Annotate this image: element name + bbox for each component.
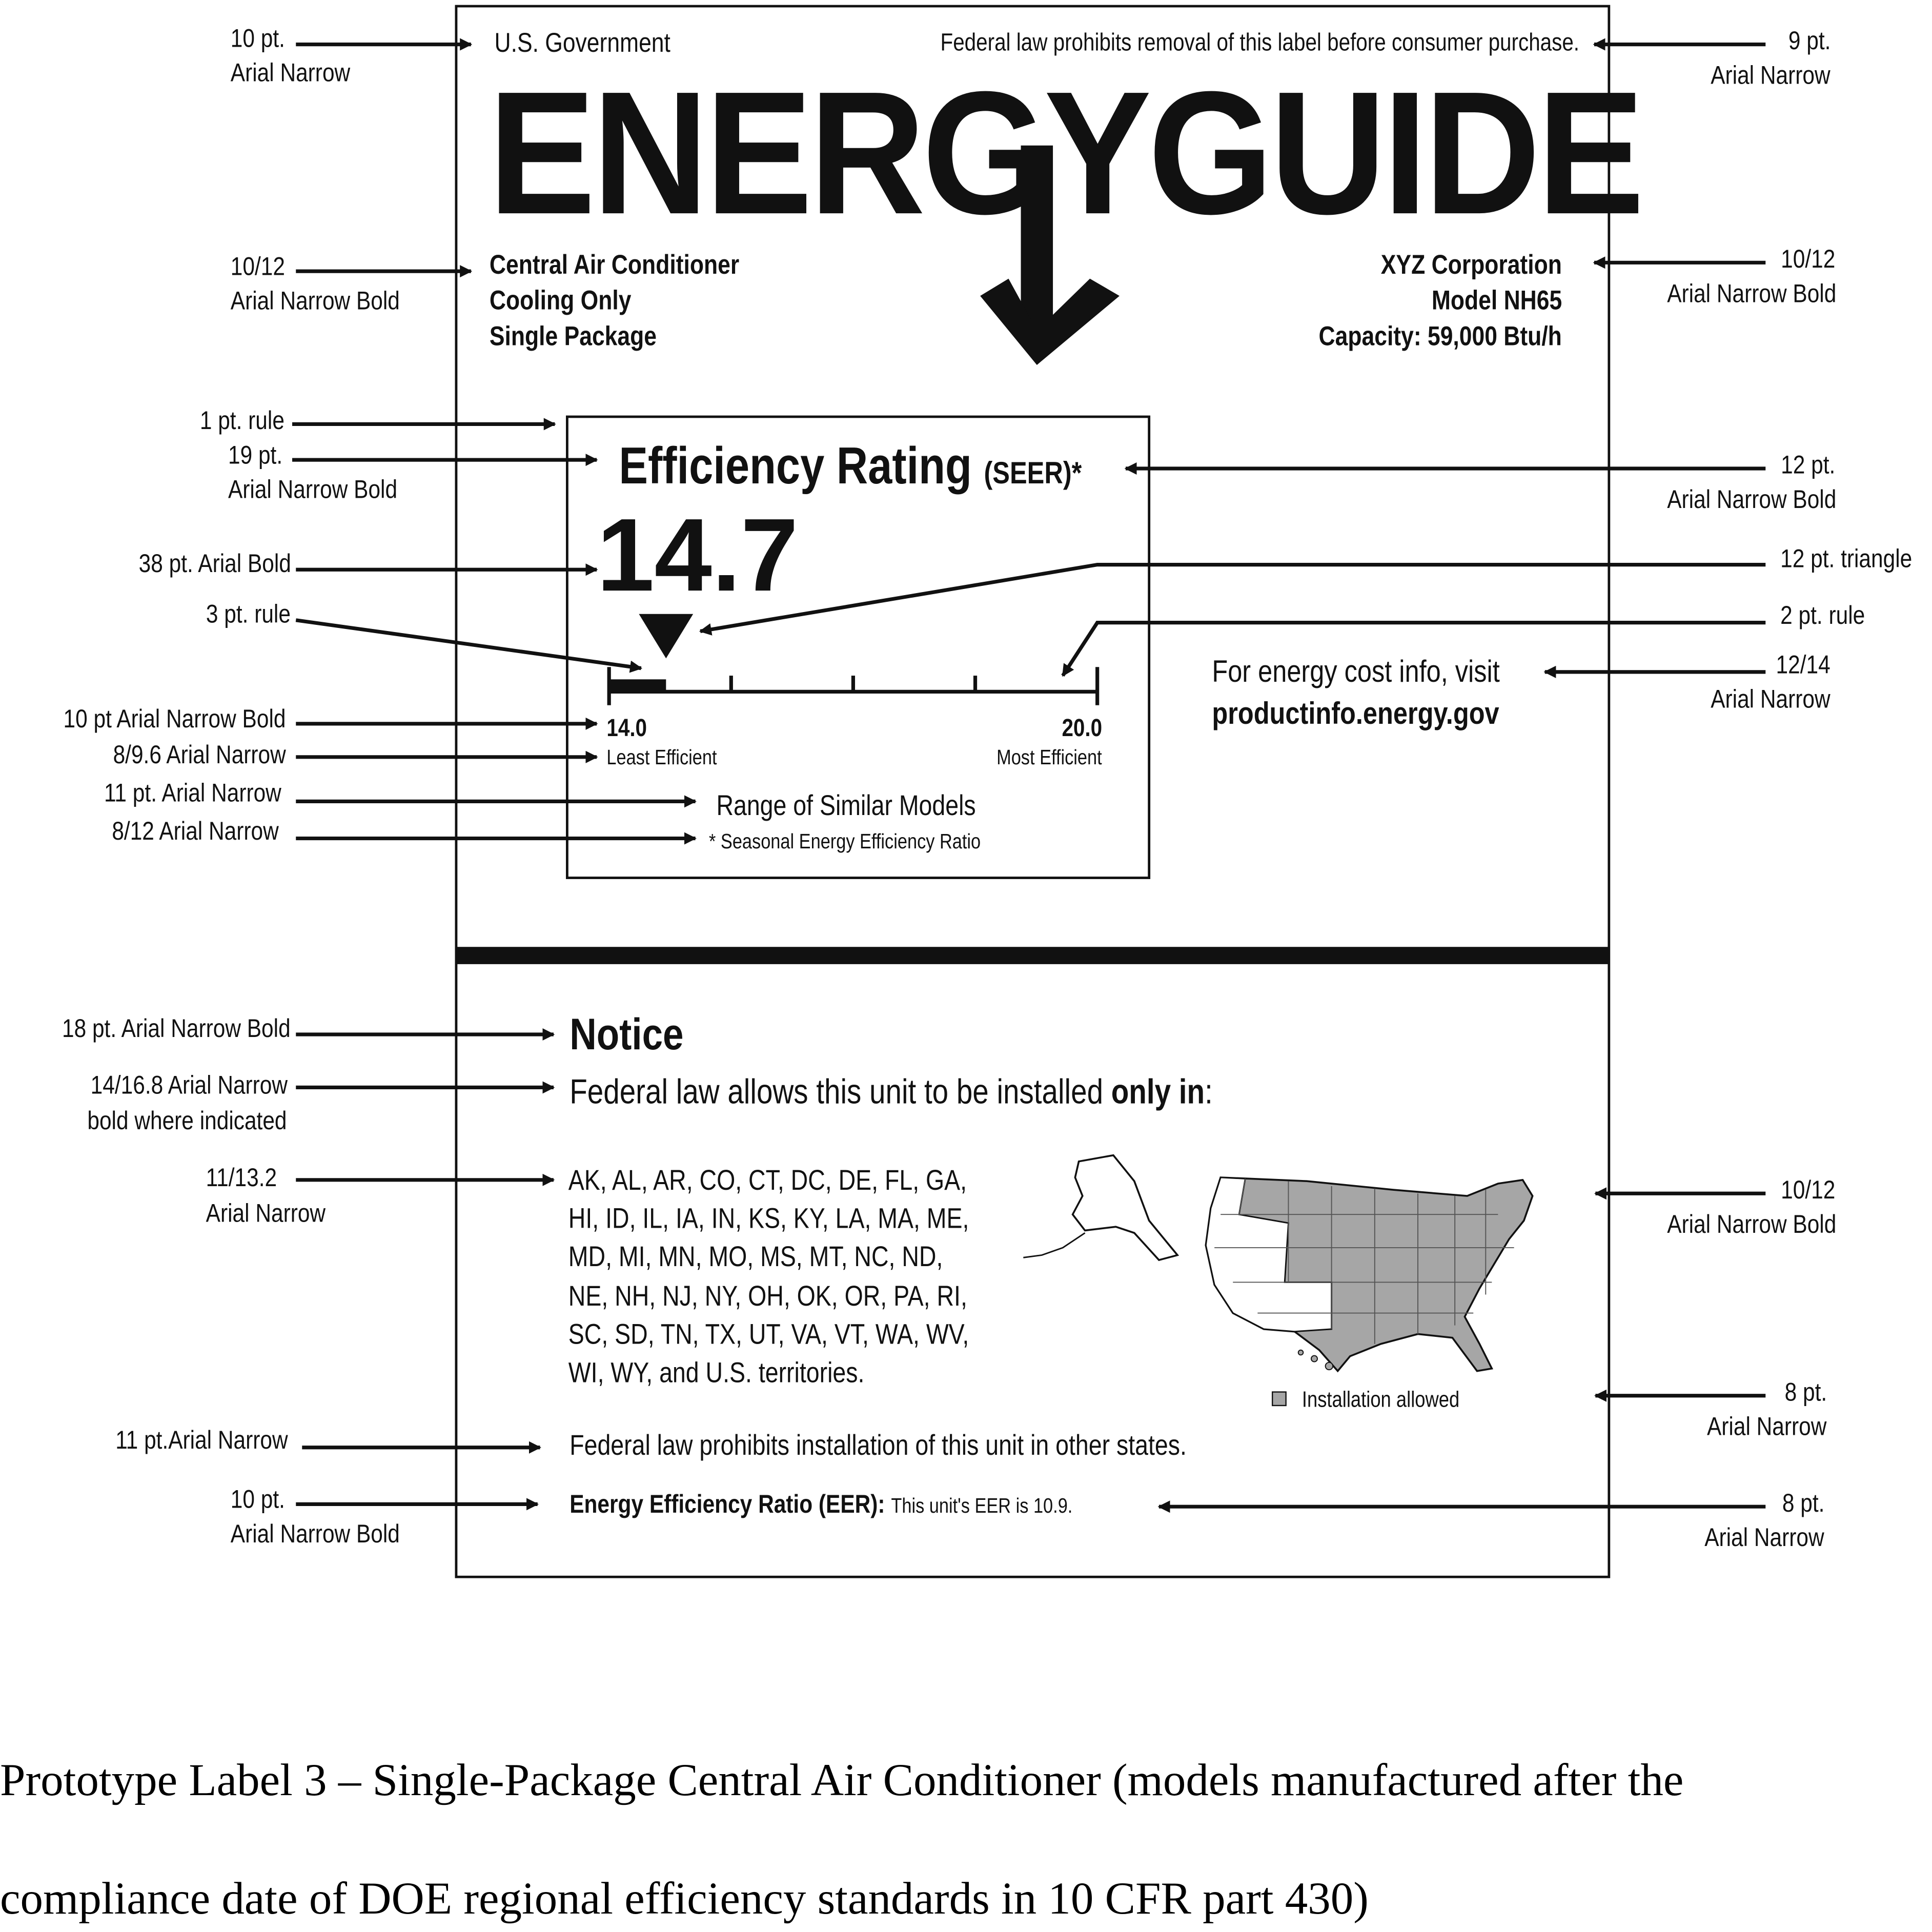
manufacturer-line: XYZ Corporation	[1381, 249, 1562, 280]
scale-min-label: Least Efficient	[606, 746, 717, 769]
product-line: Single Package	[489, 320, 657, 352]
annotation-range-rule: 3 pt. rule	[206, 600, 291, 629]
annotation-triangle: 12 pt. triangle	[1780, 545, 1913, 574]
notice-intro: Federal law allows this unit to be installed only in:	[570, 1072, 1213, 1111]
scale-max-label: Most Efficient	[996, 746, 1103, 769]
energyguide-title: ENERGYGUIDE	[488, 55, 1641, 252]
rating-indicator-triangle	[639, 614, 693, 659]
annotation-map-font: 10/12 Arial Narrow Bold	[1666, 1176, 1836, 1239]
scale-min-value: 14.0	[606, 715, 647, 742]
product-line: Central Air Conditioner	[489, 249, 740, 280]
annotation-notice-intro-font: 14/16.8 Arial Narrow bold where indicated	[88, 1071, 288, 1136]
states-line: SC, SD, TN, TX, UT, VA, VT, WA, WV,	[568, 1317, 969, 1350]
annotation-notice-font: 18 pt. Arial Narrow Bold	[62, 1014, 291, 1043]
product-type-block	[490, 247, 787, 354]
prohibit-text: Federal law prohibits installation of this unit in other states.	[570, 1429, 1187, 1461]
us-installation-map	[1023, 1155, 1532, 1406]
states-line: AK, AL, AR, CO, CT, DC, DE, FL, GA,	[568, 1164, 967, 1196]
annotation-eer-label-font: 10 pt. Arial Narrow Bold	[230, 1486, 400, 1549]
efficiency-rating-value: 14.7	[597, 497, 799, 613]
manufacturer-line: Capacity: 59,000 Btu/h	[1319, 320, 1562, 352]
efficiency-scale	[608, 614, 1099, 705]
annotation-product-font: 10/12 Arial Narrow Bold	[230, 253, 400, 316]
figure-caption-line1: Prototype Label 3 – Single-Package Central Air Conditioner (models manufactured after the	[0, 1756, 1684, 1806]
annotation-rating-unit-font: 12 pt. Arial Narrow Bold	[1666, 451, 1836, 514]
annotation-prohibit-font: 11 pt.Arial Narrow	[116, 1426, 289, 1455]
manufacturer-line: Model NH65	[1432, 284, 1562, 316]
rating-unit: (SEER)*	[984, 456, 1082, 491]
figure-caption-line2: compliance date of DOE regional efficiency standards in 10 CFR part 430)	[0, 1874, 1369, 1925]
annotation-header-left-font: 10 pt. Arial Narrow	[230, 25, 351, 88]
annotation-cost-info-font: 12/14 Arial Narrow	[1711, 650, 1831, 714]
states-line: WI, WY, and U.S. territories.	[568, 1356, 865, 1389]
map-legend-label: Installation allowed	[1301, 1387, 1460, 1412]
annotation-scale-number-font: 10 pt Arial Narrow Bold	[64, 705, 287, 734]
annotation-header-right-font: 9 pt. Arial Narrow	[1711, 27, 1831, 90]
rating-range-bar	[609, 679, 666, 692]
map-legend-swatch	[1272, 1392, 1286, 1406]
notice-title: Notice	[570, 1008, 684, 1060]
annotation-eer-text-font: 8 pt. Arial Narrow	[1705, 1489, 1825, 1553]
cost-info-line: For energy cost info, visit	[1212, 655, 1500, 689]
scale-caption: Range of Similar Models	[716, 789, 976, 821]
annotation-scale-label-font: 8/9.6 Arial Narrow	[113, 741, 287, 769]
header-right: Federal law prohibits removal of this label before consumer purchase.	[940, 29, 1580, 57]
product-line: Cooling Only	[489, 284, 632, 316]
cost-info-url[interactable]: productinfo.energy.gov	[1212, 696, 1499, 731]
states-line: HI, ID, IL, IA, IN, KS, KY, LA, MA, ME,	[568, 1202, 969, 1235]
scale-max-value: 20.0	[1062, 715, 1103, 742]
annotation-legend-font: 8 pt. Arial Narrow	[1707, 1378, 1827, 1441]
scale-footnote: * Seasonal Energy Efficiency Ratio	[709, 829, 981, 853]
section-divider	[456, 947, 1609, 964]
annotation-rating-value-font: 38 pt. Arial Bold	[138, 550, 291, 579]
annotation-manufacturer-font: 10/12 Arial Narrow Bold	[1666, 245, 1836, 309]
efficiency-rating-title: Efficiency Rating (SEER)*	[619, 436, 1082, 495]
alaska-shape	[1073, 1155, 1177, 1260]
eer-line: Energy Efficiency Ratio (EER): This unit's EER is 10.9.	[570, 1490, 1073, 1519]
annotation-footnote-font: 8/12 Arial Narrow	[112, 817, 279, 846]
annotation-box-rule: 1 pt. rule	[200, 406, 285, 436]
annotation-scale-rule: 2 pt. rule	[1780, 601, 1865, 631]
annotation-rating-title-font: 19 pt. Arial Narrow Bold	[228, 441, 398, 504]
annotation-scale-caption-font: 11 pt. Arial Narrow	[104, 779, 281, 808]
header-left: U.S. Government	[494, 27, 670, 58]
states-line: NE, NH, NJ, NY, OH, OK, OR, PA, RI,	[568, 1279, 967, 1312]
states-line: MD, MI, MN, MO, MS, MT, NC, ND,	[568, 1240, 943, 1273]
allowed-states-list	[568, 1162, 1045, 1392]
annotation-states-font: 11/13.2 Arial Narrow	[206, 1164, 326, 1228]
manufacturer-block	[1273, 247, 1562, 354]
